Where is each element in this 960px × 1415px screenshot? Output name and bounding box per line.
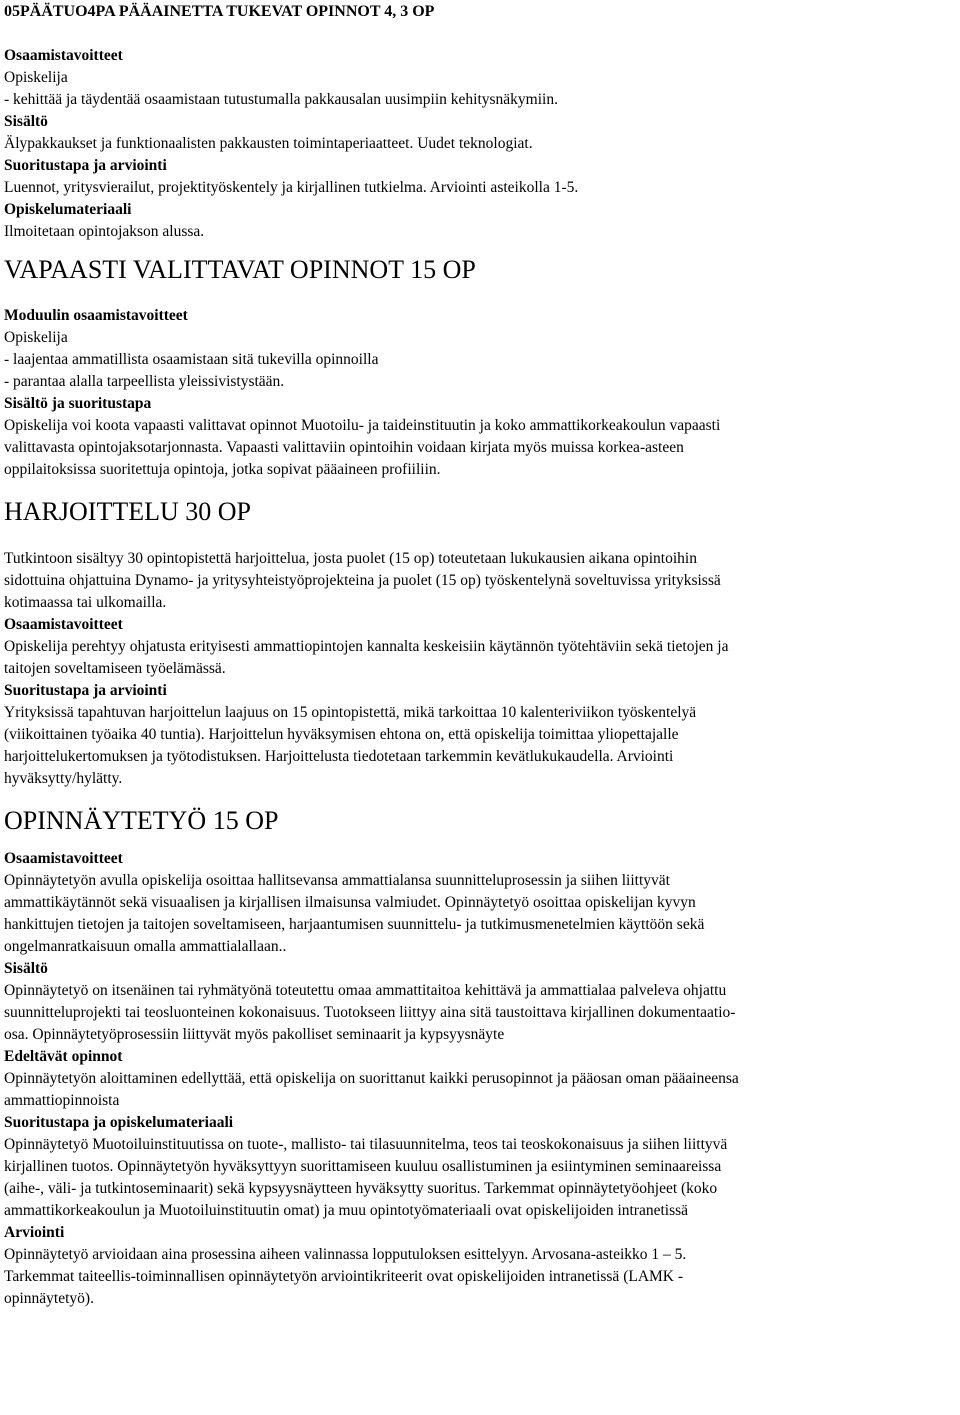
goals-text: Opinnäytetyön avulla opiskelija osoittaa hallitsevansa ammattialansa suunnitteluprosessin ja siihen liittyvät <box>4 872 670 889</box>
method-text: kirjallinen tuotos. Opinnäytetyön hyväksyttyyn suorittamiseen kuuluu osallistuminen ja esiintyminen seminaareissa <box>4 1158 722 1175</box>
goals-text: Opiskelija perehtyy ohjatusta erityisesti ammattiopintojen kannalta keskeisiin käytännön työtehtäviin sekä tietojen ja <box>4 638 729 655</box>
intro-text: kotimaassa tai ulkomailla. <box>4 594 167 611</box>
method-text: (aihe-, väli- ja tutkintoseminaarit) sekä kypsyysnäytteen hyväksytty suoritus. Tarkemmat opinnäytetyöohjeet (koko <box>4 1180 718 1197</box>
section-heading-thesis: OPINNÄYTETYÖ 15 OP <box>4 806 279 835</box>
method-heading: Suoritustapa ja arviointi <box>4 157 167 174</box>
method-text: Yrityksissä tapahtuvan harjoittelun laajuus on 15 opintopistettä, mikä tarkoittaa 10 kalenteriviikon työskentelyä <box>4 704 697 721</box>
content-text: valittavasta opintojaksotarjonnasta. Vapaasti valittaviin opintoihin voidaan kirjata myös muissa korkea-asteen <box>4 439 684 456</box>
content-text: Älypakkaukset ja funktionaalisten pakkausten toimintaperiaatteet. Uudet teknologiat. <box>4 135 533 152</box>
goal-text: - laajentaa ammatillista osaamistaan sitä tukevilla opinnoilla <box>4 351 379 368</box>
goals-heading: Osaamistavoitteet <box>4 47 123 64</box>
prerequisites-text: Opinnäytetyön aloittaminen edellyttää, että opiskelija on suorittanut kaikki perusopinnot ja pääosan oman pääaineensa <box>4 1070 739 1087</box>
goal-text: - parantaa alalla tarpeellista yleissivistystään. <box>4 373 285 390</box>
content-text: oppilaitoksissa suoritettuja opintoja, jotka sopivat pääaineen profiiliin. <box>4 461 441 478</box>
goals-text: hankittujen tietojen ja taitojen soveltamiseen, harjaantumisen suunnittelu- ja tutkimusmenetelmien käyttöön sekä <box>4 916 705 933</box>
section-heading-elective: VAPAASTI VALITTAVAT OPINNOT 15 OP <box>4 255 476 284</box>
method-heading: Suoritustapa ja arviointi <box>4 682 167 699</box>
method-text: Luennot, yritysvierailut, projektityöskentely ja kirjallinen tutkielma. Arviointi asteikolla 1-5. <box>4 179 579 196</box>
section-heading-internship: HARJOITTELU 30 OP <box>4 497 251 526</box>
material-heading: Opiskelumateriaali <box>4 201 132 218</box>
content-text: osa. Opinnäytetyöprosessiin liittyvät myös pakolliset seminaarit ja kypsyysnäyte <box>4 1026 505 1043</box>
intro-text: Tutkintoon sisältyy 30 opintopistettä harjoittelua, josta puolet (15 op) toteutetaan lukukausien aikana opintoihin <box>4 550 697 567</box>
material-text: Ilmoitetaan opintojakson alussa. <box>4 223 205 240</box>
method-text: Opinnäytetyö Muotoiluinstituutissa on tuote-, mallisto- tai tilasuunnitelma, teos tai teoskokonaisuus ja siihen liittyvä <box>4 1136 728 1153</box>
student-label: Opiskelija <box>4 329 68 346</box>
evaluation-text: opinnäytetyö). <box>4 1290 94 1307</box>
goal-text: - kehittää ja täydentää osaamistaan tutustumalla pakkausalan uusimpiin kehitysnäkymiin. <box>4 91 558 108</box>
content-heading: Sisältö <box>4 960 48 977</box>
content-text: Opiskelija voi koota vapaasti valittavat opinnot Muotoilu- ja taideinstituutin ja koko ammattikorkeakoulun vapaasti <box>4 417 721 434</box>
method-text: harjoittelukertomuksen ja työtodistuksen. Harjoittelusta tiedotetaan tarkemmin kevätlukukaudella. Arviointi <box>4 748 674 765</box>
method-text: (viikoittainen työaika 40 tuntia). Harjoittelun hyväksymisen ehtona on, että opiskelija toimittaa yliopettajalle <box>4 726 679 743</box>
method-material-heading: Suoritustapa ja opiskelumateriaali <box>4 1114 234 1131</box>
prerequisites-text: ammattiopinnoista <box>4 1092 120 1109</box>
content-method-heading: Sisältö ja suoritustapa <box>4 395 152 412</box>
content-text: suunnitteluprojekti tai teosluonteinen kokonaisuus. Tuotokseen liittyy aina sitä taustoittava kirjallinen dokumentaatio- <box>4 1004 736 1021</box>
goals-text: ongelmanratkaisuun omalla ammattialallaan.. <box>4 938 287 955</box>
evaluation-heading: Arviointi <box>4 1224 65 1241</box>
goals-heading: Osaamistavoitteet <box>4 850 123 867</box>
method-text: hyväksytty/hylätty. <box>4 770 123 787</box>
course-title: 05PÄÄTUO4PA PÄÄAINETTA TUKEVAT OPINNOT 4, 3 OP <box>4 3 435 20</box>
spacer <box>4 23 960 45</box>
student-label: Opiskelija <box>4 69 68 86</box>
goals-text: ammattikäytännöt sekä visuaalisen ja kirjallisen ilmaisunsa valmiudet. Opinnäytetyö osoittaa opiskelijan kyvyn <box>4 894 696 911</box>
prerequisites-heading: Edeltävät opinnot <box>4 1048 123 1065</box>
goals-heading: Osaamistavoitteet <box>4 616 123 633</box>
evaluation-text: Tarkemmat taiteellis-toiminnallisen opinnäytetyön arviointikriteerit ovat opiskelijoiden intranetissä (LAMK - <box>4 1268 684 1285</box>
evaluation-text: Opinnäytetyö arvioidaan aina prosessina aiheen valinnassa lopputuloksen esittelyyn. Arvosana-asteikko 1 – 5. <box>4 1246 687 1263</box>
goals-text: taitojen soveltamiseen työelämässä. <box>4 660 226 677</box>
module-goals-heading: Moduulin osaamistavoitteet <box>4 307 188 324</box>
intro-text: sidottuina ohjattuina Dynamo- ja yritysyhteistyöprojekteina ja puolet (15 op) työskentelynä soveltuvissa yrityksissä <box>4 572 721 589</box>
content-heading: Sisältö <box>4 113 48 130</box>
content-text: Opinnäytetyö on itsenäinen tai ryhmätyönä toteutettu omaa ammattitaitoa kehittävä ja ammattialaa palveleva ohjattu <box>4 982 727 999</box>
method-text: ammattikorkeakoulun ja Muotoiluinstituutin omat) ja muu opintotyömateriaali ovat opiskelijoiden intranetissä <box>4 1202 689 1219</box>
